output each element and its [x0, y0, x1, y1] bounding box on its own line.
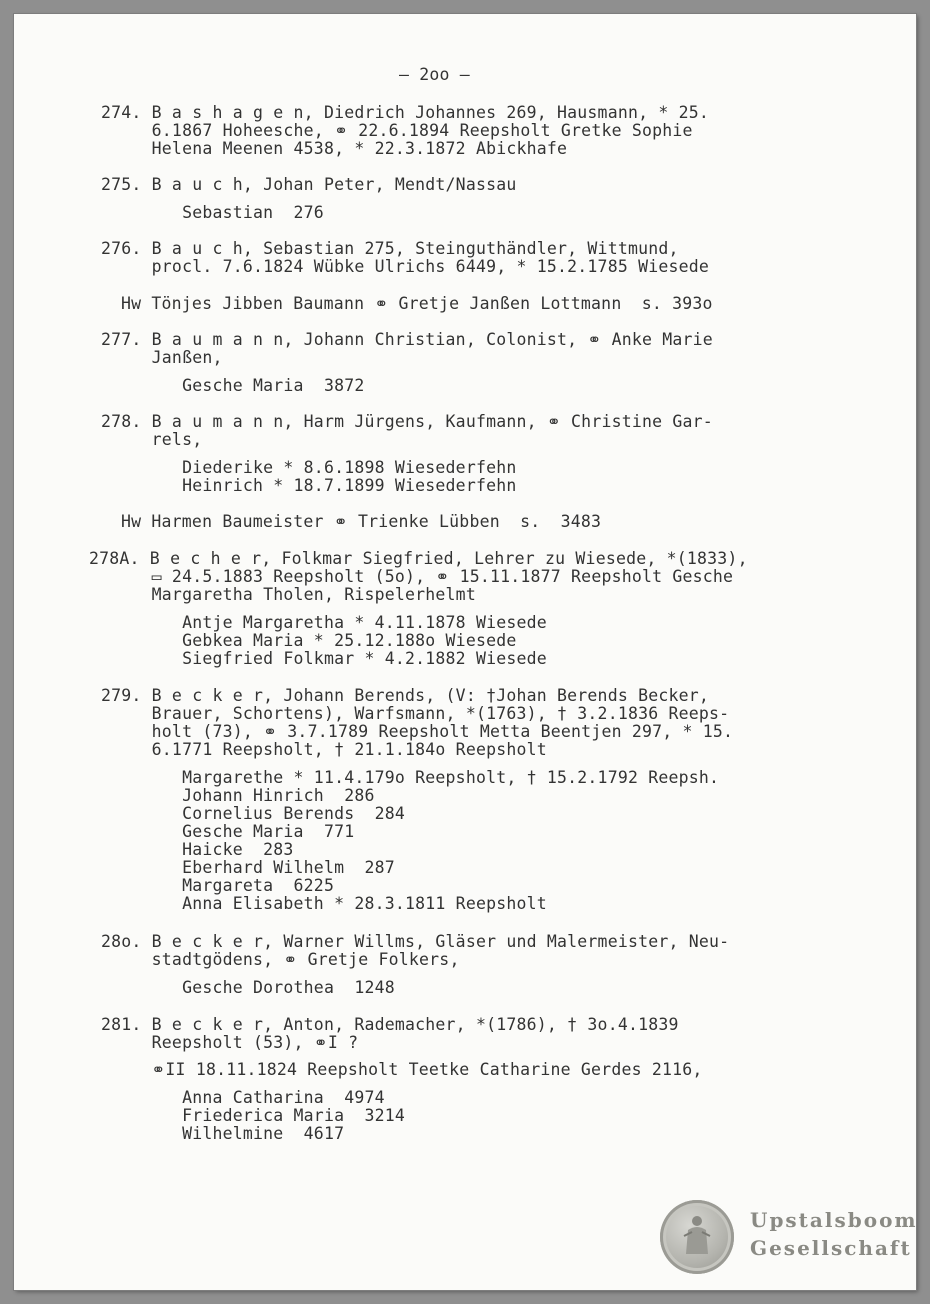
entry-line: 278A. B e c h e r, Folkmar Siegfried, Lehrer zu Wiesede, *(1833),: [89, 549, 748, 568]
entry-line: Wilhelmine 4617: [101, 1124, 345, 1143]
entry-line: Gebkea Maria * 25.12.188o Wiesede: [101, 631, 517, 650]
entry-line: Cornelius Berends 284: [101, 804, 406, 823]
entry-line: Helena Meenen 4538, * 22.3.1872 Abickhafe: [101, 139, 568, 158]
entry-line: Anna Elisabeth * 28.3.1811 Reepsholt: [101, 894, 547, 913]
seal-figure-icon: [682, 1214, 712, 1258]
entry-line: Sebastian 276: [101, 203, 324, 222]
entry-line: Margarethe * 11.4.179o Reepsholt, † 15.2.1792 Reepsh.: [101, 768, 720, 787]
entry-line: 28o. B e c k e r, Warner Willms, Gläser und Malermeister, Neu-: [101, 932, 730, 951]
entry-line: 277. B a u m a n n, Johann Christian, Colonist, ⚭ Anke Marie: [101, 330, 713, 349]
entry-line: 279. B e c k e r, Johann Berends, (V: †Johan Berends Becker,: [101, 686, 710, 705]
entry-line: 274. B a s h a g e n, Diedrich Johannes 269, Hausmann, * 25.: [101, 103, 710, 122]
entry-line: stadtgödens, ⚭ Gretje Folkers,: [101, 950, 460, 969]
entry-line: Heinrich * 18.7.1899 Wiesederfehn: [101, 476, 517, 495]
entry-line: Reepsholt (53), ⚭I ?: [101, 1033, 359, 1052]
entry-line: 281. B e c k e r, Anton, Rademacher, *(1786), † 3o.4.1839: [101, 1015, 679, 1034]
society-logo: [658, 1200, 918, 1276]
entry-line: Siegfried Folkmar * 4.2.1882 Wiesede: [101, 649, 547, 668]
entry-line: Friederica Maria 3214: [101, 1106, 406, 1125]
document-body: [14, 14, 916, 1290]
entry-line: Gesche Maria 771: [101, 822, 355, 841]
entry-line: Eberhard Wilhelm 287: [101, 858, 395, 877]
entry-line: 6.1771 Reepsholt, † 21.1.184o Reepsholt: [101, 740, 547, 759]
entry-line: Hw Tönjes Jibben Baumann ⚭ Gretje Janßen Lottmann s. 393o: [121, 294, 713, 313]
entry-line: Janßen,: [101, 348, 223, 367]
entry-line: ▭ 24.5.1883 Reepsholt (5o), ⚭ 15.11.1877 Reepsholt Gesche: [101, 567, 734, 586]
entry-line: 276. B a u c h, Sebastian 275, Steinguthändler, Wittmund,: [101, 239, 679, 258]
entry-line: 6.1867 Hoheesche, ⚭ 22.6.1894 Reepsholt Gretke Sophie: [101, 121, 693, 140]
entry-line: holt (73), ⚭ 3.7.1789 Reepsholt Metta Beentjen 297, * 15.: [101, 722, 734, 741]
entry-line: Antje Margaretha * 4.11.1878 Wiesede: [101, 613, 547, 632]
entry-line: Margaretha Tholen, Rispelerhelmt: [101, 585, 476, 604]
entry-line: Margareta 6225: [101, 876, 335, 895]
entry-line: 278. B a u m a n n, Harm Jürgens, Kaufmann, ⚭ Christine Gar-: [101, 412, 713, 431]
seal-icon: [660, 1200, 734, 1274]
entry-line: Johann Hinrich 286: [101, 786, 375, 805]
logo-line-2: Gesellschaft: [750, 1236, 912, 1260]
entry-line: Anna Catharina 4974: [101, 1088, 385, 1107]
entry-line: procl. 7.6.1824 Wübke Ulrichs 6449, * 15.2.1785 Wiesede: [101, 257, 710, 276]
entry-line: Diederike * 8.6.1898 Wiesederfehn: [101, 458, 517, 477]
entry-line: Gesche Maria 3872: [101, 376, 365, 395]
page-number: – 2oo –: [399, 65, 470, 84]
entry-line: 275. B a u c h, Johan Peter, Mendt/Nassau: [101, 175, 517, 194]
entry-line: Gesche Dorothea 1248: [101, 978, 395, 997]
logo-text: [750, 1206, 918, 1262]
entry-line: Haicke 283: [101, 840, 294, 859]
logo-line-1: Upstalsboom: [750, 1208, 918, 1232]
entry-line: Hw Harmen Baumeister ⚭ Trienke Lübben s. 3483: [121, 512, 602, 531]
entry-line: rels,: [101, 430, 203, 449]
entry-line: Brauer, Schortens), Warfsmann, *(1763), † 3.2.1836 Reeps-: [101, 704, 730, 723]
document-page: [14, 14, 916, 1290]
entry-line: ⚭II 18.11.1824 Reepsholt Teetke Catharine Gerdes 2116,: [121, 1060, 703, 1079]
